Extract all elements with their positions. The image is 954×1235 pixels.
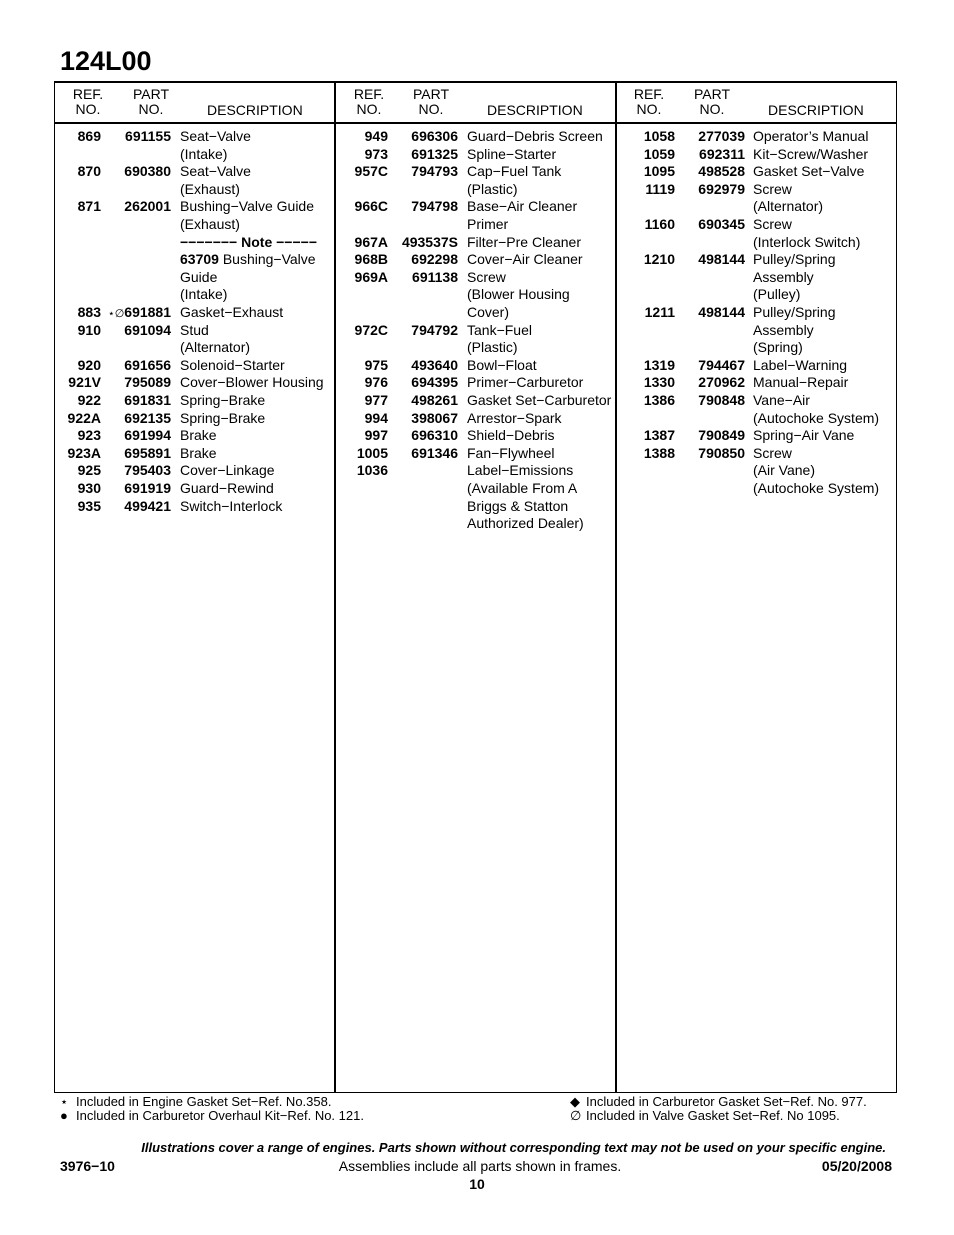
ref-number: 883 bbox=[77, 304, 101, 320]
part-description: Cover−Blower Housing bbox=[180, 374, 324, 391]
part-number: 794792 bbox=[411, 321, 458, 338]
legend-item: ● Included in Carburetor Overhaul Kit−Ref. No. 121. bbox=[60, 1108, 364, 1123]
part-number: 690345 bbox=[698, 216, 745, 232]
description-header: DESCRIPTION bbox=[768, 102, 864, 118]
ref-number: 930 bbox=[77, 480, 101, 496]
part-description: Screw (Blower Housing Cover) bbox=[467, 268, 570, 320]
ref-number: 1119 bbox=[645, 180, 675, 197]
part-description: Guard−Rewind bbox=[180, 480, 274, 496]
part-number: ⋆∅691881 bbox=[107, 304, 171, 320]
ref-number: 869 bbox=[77, 128, 101, 144]
part-number: 790848 bbox=[698, 392, 745, 408]
part-description: Solenoid−Starter bbox=[180, 356, 285, 373]
ref-number: 870 bbox=[77, 163, 101, 180]
part-number: 691346 bbox=[411, 444, 458, 461]
part-description: Bushing−Valve Guide (Exhaust) bbox=[180, 198, 314, 232]
part-description: Label−Emissions (Available From A Briggs & Statton Authorized Dealer) bbox=[467, 462, 584, 532]
diamond-icon: ◆ bbox=[570, 1094, 580, 1109]
part-number: 692311 bbox=[699, 145, 745, 162]
ref-number: 1319 bbox=[643, 356, 675, 373]
part-number: 694395 bbox=[411, 374, 458, 391]
ref-number: 1095 bbox=[643, 163, 675, 180]
part-description: Stud (Alternator) bbox=[180, 321, 251, 356]
part-number: 794798 bbox=[411, 198, 458, 215]
ref-number: 1387 bbox=[643, 427, 675, 444]
ref-number: 1059 bbox=[643, 145, 675, 162]
ref-number: 949 bbox=[364, 128, 388, 144]
ref-number: 922A bbox=[67, 409, 101, 426]
part-number: 692298 bbox=[411, 251, 458, 268]
part-number: 691138 bbox=[412, 268, 458, 285]
ref-number: 923A bbox=[67, 444, 101, 461]
ref-number: 957C bbox=[354, 163, 388, 180]
part-number: 692979 bbox=[698, 180, 745, 197]
part-description: Screw (Interlock Switch) bbox=[753, 216, 861, 250]
description-header: DESCRIPTION bbox=[207, 102, 303, 118]
part-description: Label−Warning bbox=[753, 356, 848, 373]
part-description: Fan−Flywheel bbox=[467, 444, 555, 461]
part-number: 691325 bbox=[411, 145, 458, 162]
legend-item: ⋆ Included in Engine Gasket Set−Ref. No.358. bbox=[60, 1094, 332, 1109]
part-description: Brake bbox=[180, 444, 217, 461]
part-number: 691831 bbox=[124, 392, 171, 408]
part-description: Bowl−Float bbox=[467, 356, 537, 373]
part-description: Tank−Fuel (Plastic) bbox=[467, 321, 532, 356]
part-description: Primer−Carburetor bbox=[467, 374, 584, 391]
assemblies-note: Assemblies include all parts shown in frames. bbox=[338, 1158, 622, 1174]
part-number: 696306 bbox=[411, 128, 458, 144]
part-description: Spring−Brake bbox=[180, 392, 266, 408]
header-rule bbox=[54, 122, 897, 124]
part-number: 690380 bbox=[124, 163, 171, 180]
part-number: 696310 bbox=[411, 427, 458, 444]
ref-no-header: REF. NO. bbox=[633, 86, 665, 117]
part-description: Pulley/Spring Assembly (Spring) bbox=[753, 304, 836, 356]
legend-item: ∅ Included in Valve Gasket Set−Ref. No 1095. bbox=[570, 1108, 840, 1123]
part-number: 795089 bbox=[124, 374, 171, 391]
part-description: Base−Air Cleaner Primer bbox=[467, 198, 578, 232]
part-number: 498261 bbox=[411, 392, 458, 408]
ref-number: 966C bbox=[354, 198, 388, 215]
ref-number: 976 bbox=[364, 374, 388, 391]
part-description: Vane−Air (Autochoke System) bbox=[753, 392, 880, 426]
ref-number: 920 bbox=[77, 356, 101, 373]
gasket-set-icon: ⋆∅ bbox=[107, 308, 125, 320]
part-description: Gasket Set−Valve bbox=[753, 163, 865, 180]
ref-number: 1160 bbox=[644, 216, 675, 232]
ref-no-header: REF. NO. bbox=[353, 86, 385, 117]
ref-number: 977 bbox=[364, 392, 388, 408]
ref-number: 997 bbox=[364, 427, 388, 444]
bullet-icon: ● bbox=[60, 1108, 68, 1123]
part-description: Spring−Brake bbox=[180, 409, 266, 426]
ref-number: 1210 bbox=[643, 251, 675, 268]
part-number: 691155 bbox=[125, 128, 171, 144]
illustration-note: Illustrations cover a range of engines. Parts shown without corresponding text may not be used on your specific engine. bbox=[141, 1140, 886, 1155]
part-number: 498144 bbox=[698, 251, 745, 268]
ref-number: 975 bbox=[364, 356, 388, 373]
part-no-header: PART NO. bbox=[412, 86, 450, 117]
ref-number: 967A bbox=[354, 233, 388, 250]
part-description: Filter−Pre Cleaner bbox=[467, 233, 581, 250]
part-description: Seat−Valve (Exhaust) bbox=[180, 163, 251, 197]
ref-number: 1005 bbox=[356, 444, 388, 461]
part-description: Arrestor−Spark bbox=[467, 409, 562, 426]
ref-number: 925 bbox=[77, 462, 101, 479]
part-no-header: PART NO. bbox=[132, 86, 170, 117]
part-description: 63709 Bushing−Valve Guide (Intake) bbox=[180, 251, 316, 303]
part-number: 790850 bbox=[698, 444, 745, 461]
part-number: 790849 bbox=[698, 427, 745, 444]
part-description: Spring−Air Vane bbox=[753, 427, 855, 444]
ref-number: 922 bbox=[77, 392, 101, 408]
document-number: 3976−10 bbox=[60, 1158, 115, 1174]
part-description: Screw (Air Vane) (Autochoke System) bbox=[753, 444, 880, 496]
part-description: Kit−Screw/Washer bbox=[753, 145, 869, 162]
part-number: 691094 bbox=[124, 321, 171, 338]
ref-number: 969A bbox=[354, 268, 388, 285]
part-number: 794467 bbox=[698, 356, 745, 373]
ref-number: 1058 bbox=[643, 128, 675, 144]
part-description: Cover−Air Cleaner bbox=[467, 251, 583, 268]
part-number: 695891 bbox=[124, 444, 171, 461]
ref-number: 1211 bbox=[644, 304, 675, 320]
ref-number: 1386 bbox=[643, 392, 675, 408]
part-description: −−−−−−− Note −−−−− bbox=[180, 233, 317, 250]
page-number: 10 bbox=[469, 1176, 485, 1192]
part-number: 691656 bbox=[124, 356, 171, 373]
part-number: 498144 bbox=[698, 304, 745, 320]
ref-number: 910 bbox=[77, 321, 101, 338]
part-number: 493537S bbox=[401, 233, 458, 250]
ref-number: 935 bbox=[77, 497, 101, 514]
part-number: 277039 bbox=[698, 128, 745, 144]
part-number: 691994 bbox=[124, 427, 171, 444]
part-description: Guard−Debris Screen bbox=[467, 128, 603, 144]
part-number: 794793 bbox=[411, 163, 458, 180]
ref-number: 1330 bbox=[643, 374, 675, 391]
ref-no-header: REF. NO. bbox=[72, 86, 104, 117]
part-description: Spline−Starter bbox=[467, 145, 557, 162]
star-icon: ⋆ bbox=[60, 1094, 69, 1109]
part-description: Seat−Valve (Intake) bbox=[180, 128, 251, 162]
legend-item: ◆ Included in Carburetor Gasket Set−Ref. No. 977. bbox=[570, 1094, 867, 1109]
part-number: 795403 bbox=[124, 462, 171, 479]
part-description: Manual−Repair bbox=[753, 374, 849, 391]
part-description: Brake bbox=[180, 427, 217, 444]
page-title: 124L00 bbox=[60, 46, 152, 76]
ref-number: 972C bbox=[354, 321, 388, 338]
ref-number: 994 bbox=[364, 409, 388, 426]
part-description: Gasket Set−Carburetor bbox=[467, 392, 612, 408]
part-number: 692135 bbox=[124, 409, 171, 426]
part-description: Switch−Interlock bbox=[180, 497, 283, 514]
ref-number: 871 bbox=[77, 198, 101, 215]
part-no-header: PART NO. bbox=[693, 86, 731, 117]
part-description: Cap−Fuel Tank (Plastic) bbox=[467, 163, 562, 197]
ref-number: 1388 bbox=[643, 444, 675, 461]
ref-number: 923 bbox=[77, 427, 101, 444]
part-description: Gasket−Exhaust bbox=[180, 304, 284, 320]
part-number: 262001 bbox=[124, 198, 171, 215]
part-number: 499421 bbox=[124, 497, 171, 514]
part-number: 398067 bbox=[411, 409, 458, 426]
column-divider bbox=[615, 83, 617, 1093]
part-description: Pulley/Spring Assembly (Pulley) bbox=[753, 251, 836, 303]
ref-number: 968B bbox=[354, 251, 388, 268]
part-number: 270962 bbox=[698, 374, 745, 391]
part-number: 691919 bbox=[124, 480, 171, 496]
empty-set-icon: ∅ bbox=[570, 1108, 582, 1123]
part-description: Operator’s Manual bbox=[753, 128, 869, 144]
document-date: 05/20/2008 bbox=[821, 1158, 892, 1174]
ref-number: 1036 bbox=[356, 462, 388, 479]
part-number: 498528 bbox=[698, 163, 745, 180]
ref-number: 973 bbox=[364, 145, 388, 162]
part-description: Shield−Debris bbox=[467, 427, 555, 444]
ref-number: 921V bbox=[68, 374, 101, 391]
part-description: Screw (Alternator) bbox=[753, 180, 824, 215]
description-header: DESCRIPTION bbox=[487, 102, 583, 118]
part-number: 493640 bbox=[411, 356, 458, 373]
part-description: Cover−Linkage bbox=[180, 462, 275, 479]
